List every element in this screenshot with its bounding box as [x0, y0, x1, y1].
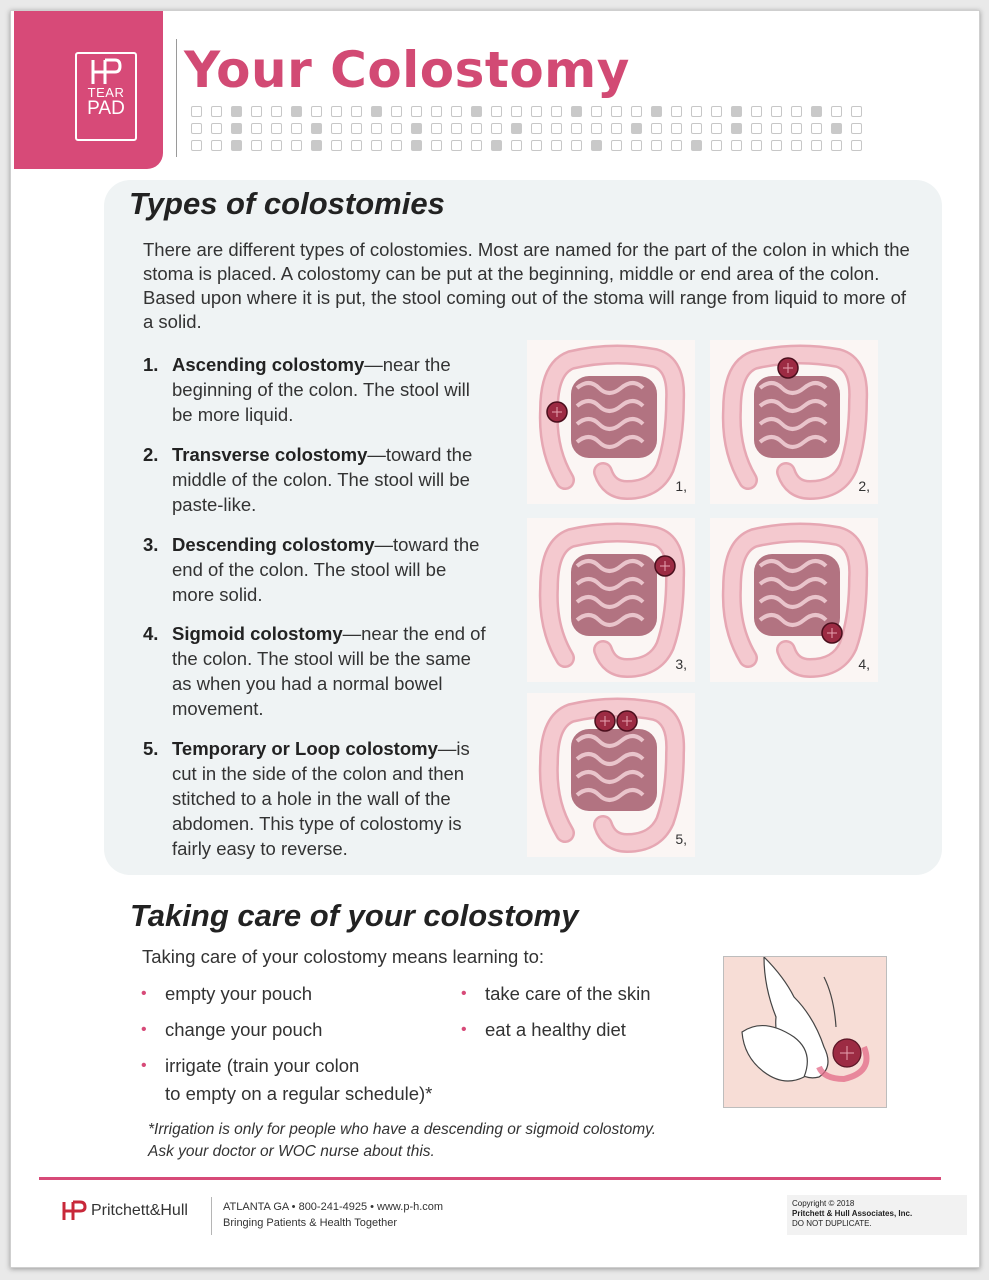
decorative-dot — [691, 123, 702, 134]
decorative-dot — [211, 123, 222, 134]
list-item: 3. Descending colostomy—toward the end of the colon. The stool will be more solid. — [143, 534, 480, 605]
bullet-icon: • — [141, 1021, 147, 1038]
decorative-dot — [451, 123, 462, 134]
types-list — [143, 352, 488, 861]
decorative-dot — [411, 106, 422, 117]
list-item: 5. Temporary or Loop colostomy—is cut in the side of the colon and then stitched to a hole in the wall of the abdomen. This type of colostomy is fairly easy to reverse. — [143, 738, 470, 859]
decorative-dot — [651, 106, 662, 117]
description: —toward the end of the colon. The stool will be more solid. — [172, 534, 480, 605]
decorative-dot — [531, 123, 542, 134]
decorative-dot — [611, 123, 622, 134]
decorative-dot — [291, 123, 302, 134]
list-item: • take care of the skin — [461, 980, 711, 1008]
list-item: 2. Transverse colostomy—toward the middle of the colon. The stool will be paste-like. — [143, 444, 473, 515]
care-bullets-left — [141, 980, 461, 1116]
decorative-dot — [791, 123, 802, 134]
decorative-dot — [351, 106, 362, 117]
decorative-dot — [451, 140, 462, 151]
decorative-dot — [391, 140, 402, 151]
bullet-icon: • — [141, 985, 147, 1002]
decorative-dot — [331, 140, 342, 151]
decorative-dot — [711, 140, 722, 151]
list-item: • eat a healthy diet — [461, 1016, 711, 1044]
decorative-dot — [711, 123, 722, 134]
decorative-dot — [431, 140, 442, 151]
decorative-dot — [351, 140, 362, 151]
decorative-dot — [311, 106, 322, 117]
decorative-dot — [511, 123, 522, 134]
types-intro: There are different types of colostomies. Most are named for the part of the colon in which the stoma is placed. A colostomy can be put at the beginning, middle or end area of the colon. Based upon where it is put, the stool coming out of the stoma will range from liquid to more of a solid. — [143, 239, 910, 332]
decorative-dot — [191, 140, 202, 151]
decorative-dot — [511, 140, 522, 151]
ph-monogram-icon — [61, 1200, 87, 1222]
decorative-dot — [211, 140, 222, 151]
title-divider — [176, 39, 177, 157]
decorative-dot — [491, 140, 502, 151]
decorative-dot — [291, 140, 302, 151]
decorative-dot — [831, 106, 842, 117]
illustration-label: 4, — [858, 656, 870, 672]
decorative-dot — [471, 106, 482, 117]
page-sheet — [10, 10, 980, 1268]
decorative-dot-pattern — [191, 106, 866, 158]
decorative-dot — [831, 140, 842, 151]
decorative-dot — [791, 140, 802, 151]
list-item: 4. Sigmoid colostomy—near the end of the colon. The stool will be the same as when you had a normal bowel movement. — [143, 623, 486, 719]
colon-illustration-4 — [710, 518, 878, 682]
term: Ascending colostomy — [172, 354, 365, 375]
decorative-dot — [611, 140, 622, 151]
decorative-dot — [491, 106, 502, 117]
colon-diagram — [710, 518, 878, 682]
bullet-icon: • — [461, 1021, 467, 1038]
hand-cleaning-stoma-icon — [724, 957, 888, 1109]
colon-illustration-5 — [527, 693, 695, 857]
decorative-dot — [851, 106, 862, 117]
decorative-dot — [191, 123, 202, 134]
decorative-dot — [511, 106, 522, 117]
decorative-dot — [771, 140, 782, 151]
decorative-dot — [291, 106, 302, 117]
decorative-dot — [431, 123, 442, 134]
stoma-care-illustration — [723, 956, 887, 1108]
decorative-dot — [471, 123, 482, 134]
decorative-dot — [591, 123, 602, 134]
colon-illustration-2 — [710, 340, 878, 504]
decorative-dot — [371, 106, 382, 117]
illustration-label: 5, — [675, 831, 687, 847]
description: —near the end of the colon. The stool will be the same as when you had a normal bowel movement. — [172, 623, 486, 719]
contact-info — [223, 1199, 443, 1231]
decorative-dot — [431, 106, 442, 117]
decorative-dot — [631, 106, 642, 117]
decorative-dot — [731, 106, 742, 117]
contact-line: ATLANTA GA • 800-241-4925 • www.p-h.com — [223, 1201, 444, 1213]
term: Transverse colostomy — [172, 444, 368, 465]
decorative-dot — [531, 140, 542, 151]
copyright-notice: Copyright © 2018 Pritchett & Hull Associates, Inc. DO NOT DUPLICATE. — [787, 1195, 967, 1235]
types-heading: Types of colostomies — [129, 186, 445, 221]
decorative-dot — [371, 140, 382, 151]
decorative-dot — [331, 123, 342, 134]
decorative-dot — [751, 123, 762, 134]
types-panel — [104, 180, 942, 875]
tear-pad-logo-block — [14, 11, 163, 169]
decorative-dot — [751, 140, 762, 151]
illustration-label: 2, — [858, 478, 870, 494]
colon-diagram — [527, 693, 695, 857]
colon-diagram — [710, 340, 878, 504]
list-item: 1. Ascending colostomy—near the beginning of the colon. The stool will be more liquid. — [143, 354, 470, 425]
decorative-dot — [691, 140, 702, 151]
decorative-dot — [271, 140, 282, 151]
description: —near the beginning of the colon. The stool will be more liquid. — [172, 354, 470, 425]
decorative-dot — [551, 123, 562, 134]
decorative-dot — [671, 140, 682, 151]
decorative-dot — [551, 140, 562, 151]
decorative-dot — [811, 106, 822, 117]
bullet-icon: • — [461, 985, 467, 1002]
decorative-dot — [491, 123, 502, 134]
list-item: • change your pouch — [141, 1016, 461, 1044]
decorative-dot — [211, 106, 222, 117]
decorative-dot — [331, 106, 342, 117]
illustration-label: 1, — [675, 478, 687, 494]
bullet-icon: • — [141, 1057, 147, 1074]
decorative-dot — [631, 140, 642, 151]
tear-pad-logo — [75, 52, 137, 141]
footer-rule — [39, 1177, 941, 1180]
list-item: • empty your pouch — [141, 980, 461, 1008]
decorative-dot — [591, 106, 602, 117]
decorative-dot — [571, 123, 582, 134]
footer-divider — [211, 1197, 212, 1235]
decorative-dot — [251, 106, 262, 117]
list-item: • irrigate (train your colon to empty on a regular schedule)* — [141, 1052, 461, 1108]
decorative-dot — [671, 123, 682, 134]
decorative-dot — [811, 140, 822, 151]
decorative-dot — [571, 106, 582, 117]
page-title: Your Colostomy — [184, 41, 630, 99]
term: Temporary or Loop colostomy — [172, 738, 438, 759]
decorative-dot — [311, 123, 322, 134]
decorative-dot — [471, 140, 482, 151]
decorative-dot — [411, 140, 422, 151]
decorative-dot — [651, 140, 662, 151]
decorative-dot — [771, 106, 782, 117]
description: —is cut in the side of the colon and then stitched to a hole in the wall of the abdomen. This type of colostomy is fairly easy to reverse. — [172, 738, 470, 859]
decorative-dot — [451, 106, 462, 117]
decorative-dot — [251, 140, 262, 151]
decorative-dot — [671, 106, 682, 117]
colon-diagram — [527, 518, 695, 682]
decorative-dot — [411, 123, 422, 134]
care-bullets-right — [461, 980, 711, 1052]
decorative-dot — [811, 123, 822, 134]
decorative-dot — [631, 123, 642, 134]
decorative-dot — [391, 123, 402, 134]
irrigation-footnote: *Irrigation is only for people who have a descending or sigmoid colostomy. Ask your doctor or WOC nurse about this. — [148, 1121, 657, 1160]
decorative-dot — [231, 123, 242, 134]
decorative-dot — [551, 106, 562, 117]
decorative-dot — [751, 106, 762, 117]
decorative-dot — [271, 123, 282, 134]
term: Descending colostomy — [172, 534, 375, 555]
illustration-label: 3, — [675, 656, 687, 672]
decorative-dot — [351, 123, 362, 134]
decorative-dot — [231, 140, 242, 151]
colon-diagram — [527, 340, 695, 504]
decorative-dot — [191, 106, 202, 117]
decorative-dot — [231, 106, 242, 117]
decorative-dot — [791, 106, 802, 117]
decorative-dot — [591, 140, 602, 151]
decorative-dot — [611, 106, 622, 117]
tagline: Bringing Patients & Health Together — [223, 1217, 398, 1229]
decorative-dot — [851, 123, 862, 134]
pritchett-hull-logo — [61, 1200, 188, 1222]
decorative-dot — [731, 123, 742, 134]
decorative-dot — [531, 106, 542, 117]
decorative-dot — [311, 140, 322, 151]
decorative-dot — [731, 140, 742, 151]
term: Sigmoid colostomy — [172, 623, 343, 644]
ph-monogram-icon — [89, 58, 123, 86]
colon-illustration-1 — [527, 340, 695, 504]
logo-text-tear: TEAR — [87, 85, 125, 100]
decorative-dot — [371, 123, 382, 134]
decorative-dot — [391, 106, 402, 117]
decorative-dot — [691, 106, 702, 117]
decorative-dot — [571, 140, 582, 151]
decorative-dot — [831, 123, 842, 134]
care-intro: Taking care of your colostomy means learning to: — [142, 946, 545, 967]
care-heading: Taking care of your colostomy — [130, 898, 579, 933]
decorative-dot — [851, 140, 862, 151]
decorative-dot — [651, 123, 662, 134]
colon-illustration-3 — [527, 518, 695, 682]
brand-name: Pritchett&Hull — [91, 1202, 188, 1219]
decorative-dot — [771, 123, 782, 134]
description: —toward the middle of the colon. The stool will be paste-like. — [172, 444, 473, 515]
logo-text-pad: PAD — [87, 98, 125, 119]
decorative-dot — [251, 123, 262, 134]
decorative-dot — [271, 106, 282, 117]
decorative-dot — [711, 106, 722, 117]
